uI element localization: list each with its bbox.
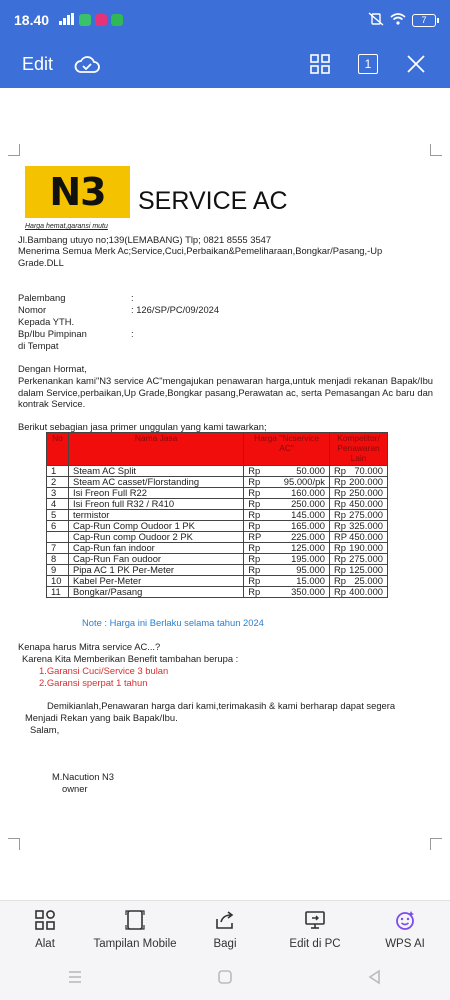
competitor-value: 25.000 — [354, 575, 383, 586]
row-number: 9 — [47, 565, 69, 576]
letterhead — [25, 166, 288, 218]
company-logo: N3 — [25, 166, 130, 218]
row-service-name: Cap-Run Fan oudoor — [68, 554, 243, 565]
currency: Rp — [248, 586, 261, 597]
competitor-value: 200.000 — [349, 476, 383, 487]
row-service-name: Pipa AC 1 PK Per-Meter — [68, 565, 243, 576]
wifi-icon — [390, 12, 406, 28]
row-competitor-price — [329, 466, 387, 477]
competitor-value: 450.000 — [349, 498, 383, 509]
header-service: Nama Jasa — [68, 433, 243, 466]
row-price — [244, 488, 330, 499]
price-value: 50.000 — [296, 465, 325, 476]
page-count-button[interactable]: 1 — [358, 54, 378, 74]
price-table — [46, 432, 388, 598]
row-price — [244, 576, 330, 587]
currency: Rp — [333, 520, 346, 531]
edit-on-pc-label: Edit di PC — [289, 938, 341, 950]
competitor-value: 250.000 — [349, 487, 383, 498]
table-row — [47, 477, 388, 488]
row-price — [244, 477, 330, 488]
share-button[interactable] — [180, 901, 270, 958]
row-price — [244, 499, 330, 510]
row-service-name: Steam AC Split — [68, 466, 243, 477]
table-row — [47, 554, 388, 565]
back-icon[interactable] — [367, 969, 383, 990]
toolbar-right — [308, 52, 428, 76]
table-row — [47, 499, 388, 510]
table-row — [47, 576, 388, 587]
mobile-view-button[interactable] — [90, 901, 180, 958]
row-competitor-price — [329, 510, 387, 521]
place-label: di Tempat — [18, 340, 59, 351]
header-price: Harga "Ncservice AC" — [244, 433, 330, 466]
tools-button[interactable] — [0, 901, 90, 958]
row-competitor-price — [329, 576, 387, 587]
document-page[interactable] — [0, 88, 450, 900]
status-time: 18.40 — [14, 12, 50, 28]
currency: Rp — [248, 564, 261, 575]
company-title: SERVICE AC — [138, 187, 288, 215]
row-service-name: Steam AC casset/Florstanding — [68, 477, 243, 488]
currency: Rp — [248, 542, 261, 553]
benefit-item: 2.Garansi sperpat 1 tahun — [39, 677, 148, 688]
page-corner-mark — [8, 838, 20, 850]
price-value: 160.000 — [291, 487, 325, 498]
header-no: No — [47, 433, 69, 466]
row-competitor-price — [329, 499, 387, 510]
currency: Rp — [248, 498, 261, 509]
app-toolbar — [0, 40, 450, 88]
city-colon: : — [131, 292, 134, 303]
competitor-value: 400.000 — [349, 586, 383, 597]
row-number: 1 — [47, 466, 69, 477]
row-service-name: Cap-Run comp Oudoor 2 PK — [68, 532, 243, 543]
nomor-label: Nomor — [18, 304, 47, 315]
tagline: Harga hemat,garansi mutu — [25, 223, 108, 230]
competitor-value: 190.000 — [349, 542, 383, 553]
kepada-label: Kepada YTH. — [18, 316, 75, 327]
row-number — [47, 532, 69, 543]
signer-name: M.Nacution N3 — [52, 771, 115, 782]
page-corner-mark — [8, 144, 20, 156]
app-notification-icon — [79, 14, 91, 26]
row-price — [244, 554, 330, 565]
row-service-name: Isi Freon Full R22 — [68, 488, 243, 499]
row-competitor-price — [329, 521, 387, 532]
page-corner-mark — [430, 144, 442, 156]
edit-pc-icon — [304, 909, 326, 934]
row-number: 8 — [47, 554, 69, 565]
row-service-name: Isi Freon full R32 / R410 — [68, 499, 243, 510]
benefit-item: 1.Garansi Cuci/Service 3 bulan — [39, 665, 169, 676]
table-header-row — [47, 433, 388, 466]
mobile-view-label: Tampilan Mobile — [93, 938, 177, 950]
currency: Rp — [248, 509, 261, 520]
row-service-name: Cap-Run fan indoor — [68, 543, 243, 554]
row-number: 5 — [47, 510, 69, 521]
competitor-value: 450.000 — [349, 531, 383, 542]
close-icon[interactable] — [404, 52, 428, 76]
row-price — [244, 565, 330, 576]
row-service-name: Cap-Run Comp Oudoor 1 PK — [68, 521, 243, 532]
greeting: Dengan Hormat, — [18, 363, 87, 374]
competitor-value: 325.000 — [349, 520, 383, 531]
currency: Rp — [248, 520, 261, 531]
price-value: 165.000 — [291, 520, 325, 531]
row-number: 3 — [47, 488, 69, 499]
benefit-intro: Karena Kita Memberikan Benefit tambahan berupa : — [22, 653, 239, 664]
table-row — [47, 565, 388, 576]
row-number: 10 — [47, 576, 69, 587]
currency: Rp — [333, 498, 346, 509]
services-line: Menerima Semua Merk Ac;Service,Cuci,Perbaikan&Pemeliharaan,Bongkar/Pasang,-Up — [18, 245, 383, 256]
share-icon — [214, 909, 236, 934]
price-value: 15.000 — [296, 575, 325, 586]
table-row — [47, 466, 388, 477]
table-row — [47, 532, 388, 543]
currency: Rp — [333, 465, 346, 476]
row-competitor-price — [329, 477, 387, 488]
currency: Rp — [248, 487, 261, 498]
status-bar — [0, 0, 450, 40]
currency: Rp — [248, 575, 261, 586]
wps-ai-icon — [394, 909, 416, 934]
signal-icon — [59, 12, 75, 28]
system-nav-bar — [0, 958, 450, 1000]
vibrate-mute-icon — [368, 12, 384, 29]
currency: Rp — [333, 509, 346, 520]
row-price — [244, 543, 330, 554]
table-row — [47, 543, 388, 554]
tools-label: Alat — [35, 938, 55, 950]
currency: RP — [333, 531, 348, 542]
wps-ai-label: WPS AI — [385, 938, 425, 950]
row-competitor-price — [329, 565, 387, 576]
header-competitor: Kompetitor/ Penawaran Lain — [329, 433, 387, 466]
price-value: 350.000 — [291, 586, 325, 597]
currency: Rp — [333, 575, 346, 586]
table-row — [47, 488, 388, 499]
services-line: Grade.DLL — [18, 257, 64, 268]
share-label: Bagi — [213, 938, 237, 950]
row-competitor-price — [329, 587, 387, 598]
message-notification-icon — [111, 14, 123, 26]
row-service-name: Bongkar/Pasang — [68, 587, 243, 598]
table-row — [47, 521, 388, 532]
row-number: 4 — [47, 499, 69, 510]
price-note: Note : Harga ini Berlaku selama tahun 2024 — [82, 617, 264, 628]
currency: Rp — [333, 542, 346, 553]
grid-shapes-icon — [34, 909, 56, 934]
price-value: 125.000 — [291, 542, 325, 553]
recipient-label: Bp/Ibu Pimpinan — [18, 328, 87, 339]
status-right — [368, 12, 436, 29]
price-value: 145.000 — [291, 509, 325, 520]
wps-ai-button[interactable] — [360, 901, 450, 958]
grid-view-icon[interactable] — [308, 52, 332, 76]
address-line: Jl.Bambang utuyo no;139(LEMABANG) Tlp; 0821 8555 3547 — [18, 234, 272, 245]
row-service-name: Kabel Per-Meter — [68, 576, 243, 587]
currency: Rp — [333, 487, 346, 498]
recent-apps-icon[interactable] — [67, 970, 83, 989]
city-label: Palembang — [18, 292, 66, 303]
currency: Rp — [248, 465, 261, 476]
recipient-colon: : — [131, 328, 134, 339]
table-row — [47, 587, 388, 598]
row-competitor-price — [329, 543, 387, 554]
price-value: 225.000 — [291, 531, 325, 542]
competitor-value: 125.000 — [349, 564, 383, 575]
row-price — [244, 587, 330, 598]
price-value: 250.000 — [291, 498, 325, 509]
bottom-toolbar — [0, 900, 450, 958]
battery-icon: 7 — [412, 14, 436, 27]
row-number: 2 — [47, 477, 69, 488]
status-left — [14, 12, 123, 28]
closing-line: Menjadi Rekan yang baik Bapak/Ibu. — [25, 712, 178, 723]
edit-on-pc-button[interactable] — [270, 901, 360, 958]
currency: Rp — [333, 476, 346, 487]
signer-role: owner — [62, 783, 88, 794]
page-corner-mark — [430, 838, 442, 850]
row-price — [244, 532, 330, 543]
list-intro: Berikut sebagian jasa primer unggulan yang kami tawarkan; — [18, 421, 267, 432]
price-value: 195.000 — [291, 553, 325, 564]
edit-button[interactable]: Edit — [22, 53, 54, 74]
mobile-view-icon — [124, 909, 146, 934]
salam: Salam, — [30, 724, 60, 735]
currency: Rp — [333, 586, 346, 597]
row-competitor-price — [329, 488, 387, 499]
home-icon[interactable] — [217, 969, 233, 990]
why-heading: Kenapa harus Mitra service AC...? — [18, 641, 161, 652]
price-value: 95.000/pk — [283, 476, 325, 487]
row-service-name: termistor — [68, 510, 243, 521]
row-price — [244, 510, 330, 521]
row-competitor-price — [329, 554, 387, 565]
currency: Rp — [333, 564, 346, 575]
instagram-notification-icon — [95, 14, 107, 26]
competitor-value: 275.000 — [349, 553, 383, 564]
price-value: 95.000 — [296, 564, 325, 575]
currency: Rp — [333, 553, 346, 564]
table-row — [47, 510, 388, 521]
closing-line: Demikianlah,Penawaran harga dari kami,terimakasih & kami berharap dapat segera — [47, 700, 396, 711]
competitor-value: 70.000 — [354, 465, 383, 476]
row-number: 6 — [47, 521, 69, 532]
currency: RP — [248, 531, 262, 542]
competitor-value: 275.000 — [349, 509, 383, 520]
currency: Rp — [248, 553, 261, 564]
row-competitor-price — [329, 532, 387, 543]
row-number: 7 — [47, 543, 69, 554]
cloud-sync-icon[interactable] — [73, 50, 101, 78]
currency: Rp — [248, 476, 261, 487]
intro-paragraph: Perkenankan kami"N3 service AC"mengajukan penawaran harga,untuk menjadi rekanan Bapak/Ibu dalam Service,perbaikan,Up Grade,Bongkar pasang,Perawatan ac, serta Pemasangan Ac baru dan kontrak Service. — [18, 375, 433, 409]
row-price — [244, 521, 330, 532]
row-price — [244, 466, 330, 477]
row-number: 11 — [47, 587, 69, 598]
nomor-value: : 126/SP/PC/09/2024 — [131, 304, 220, 315]
